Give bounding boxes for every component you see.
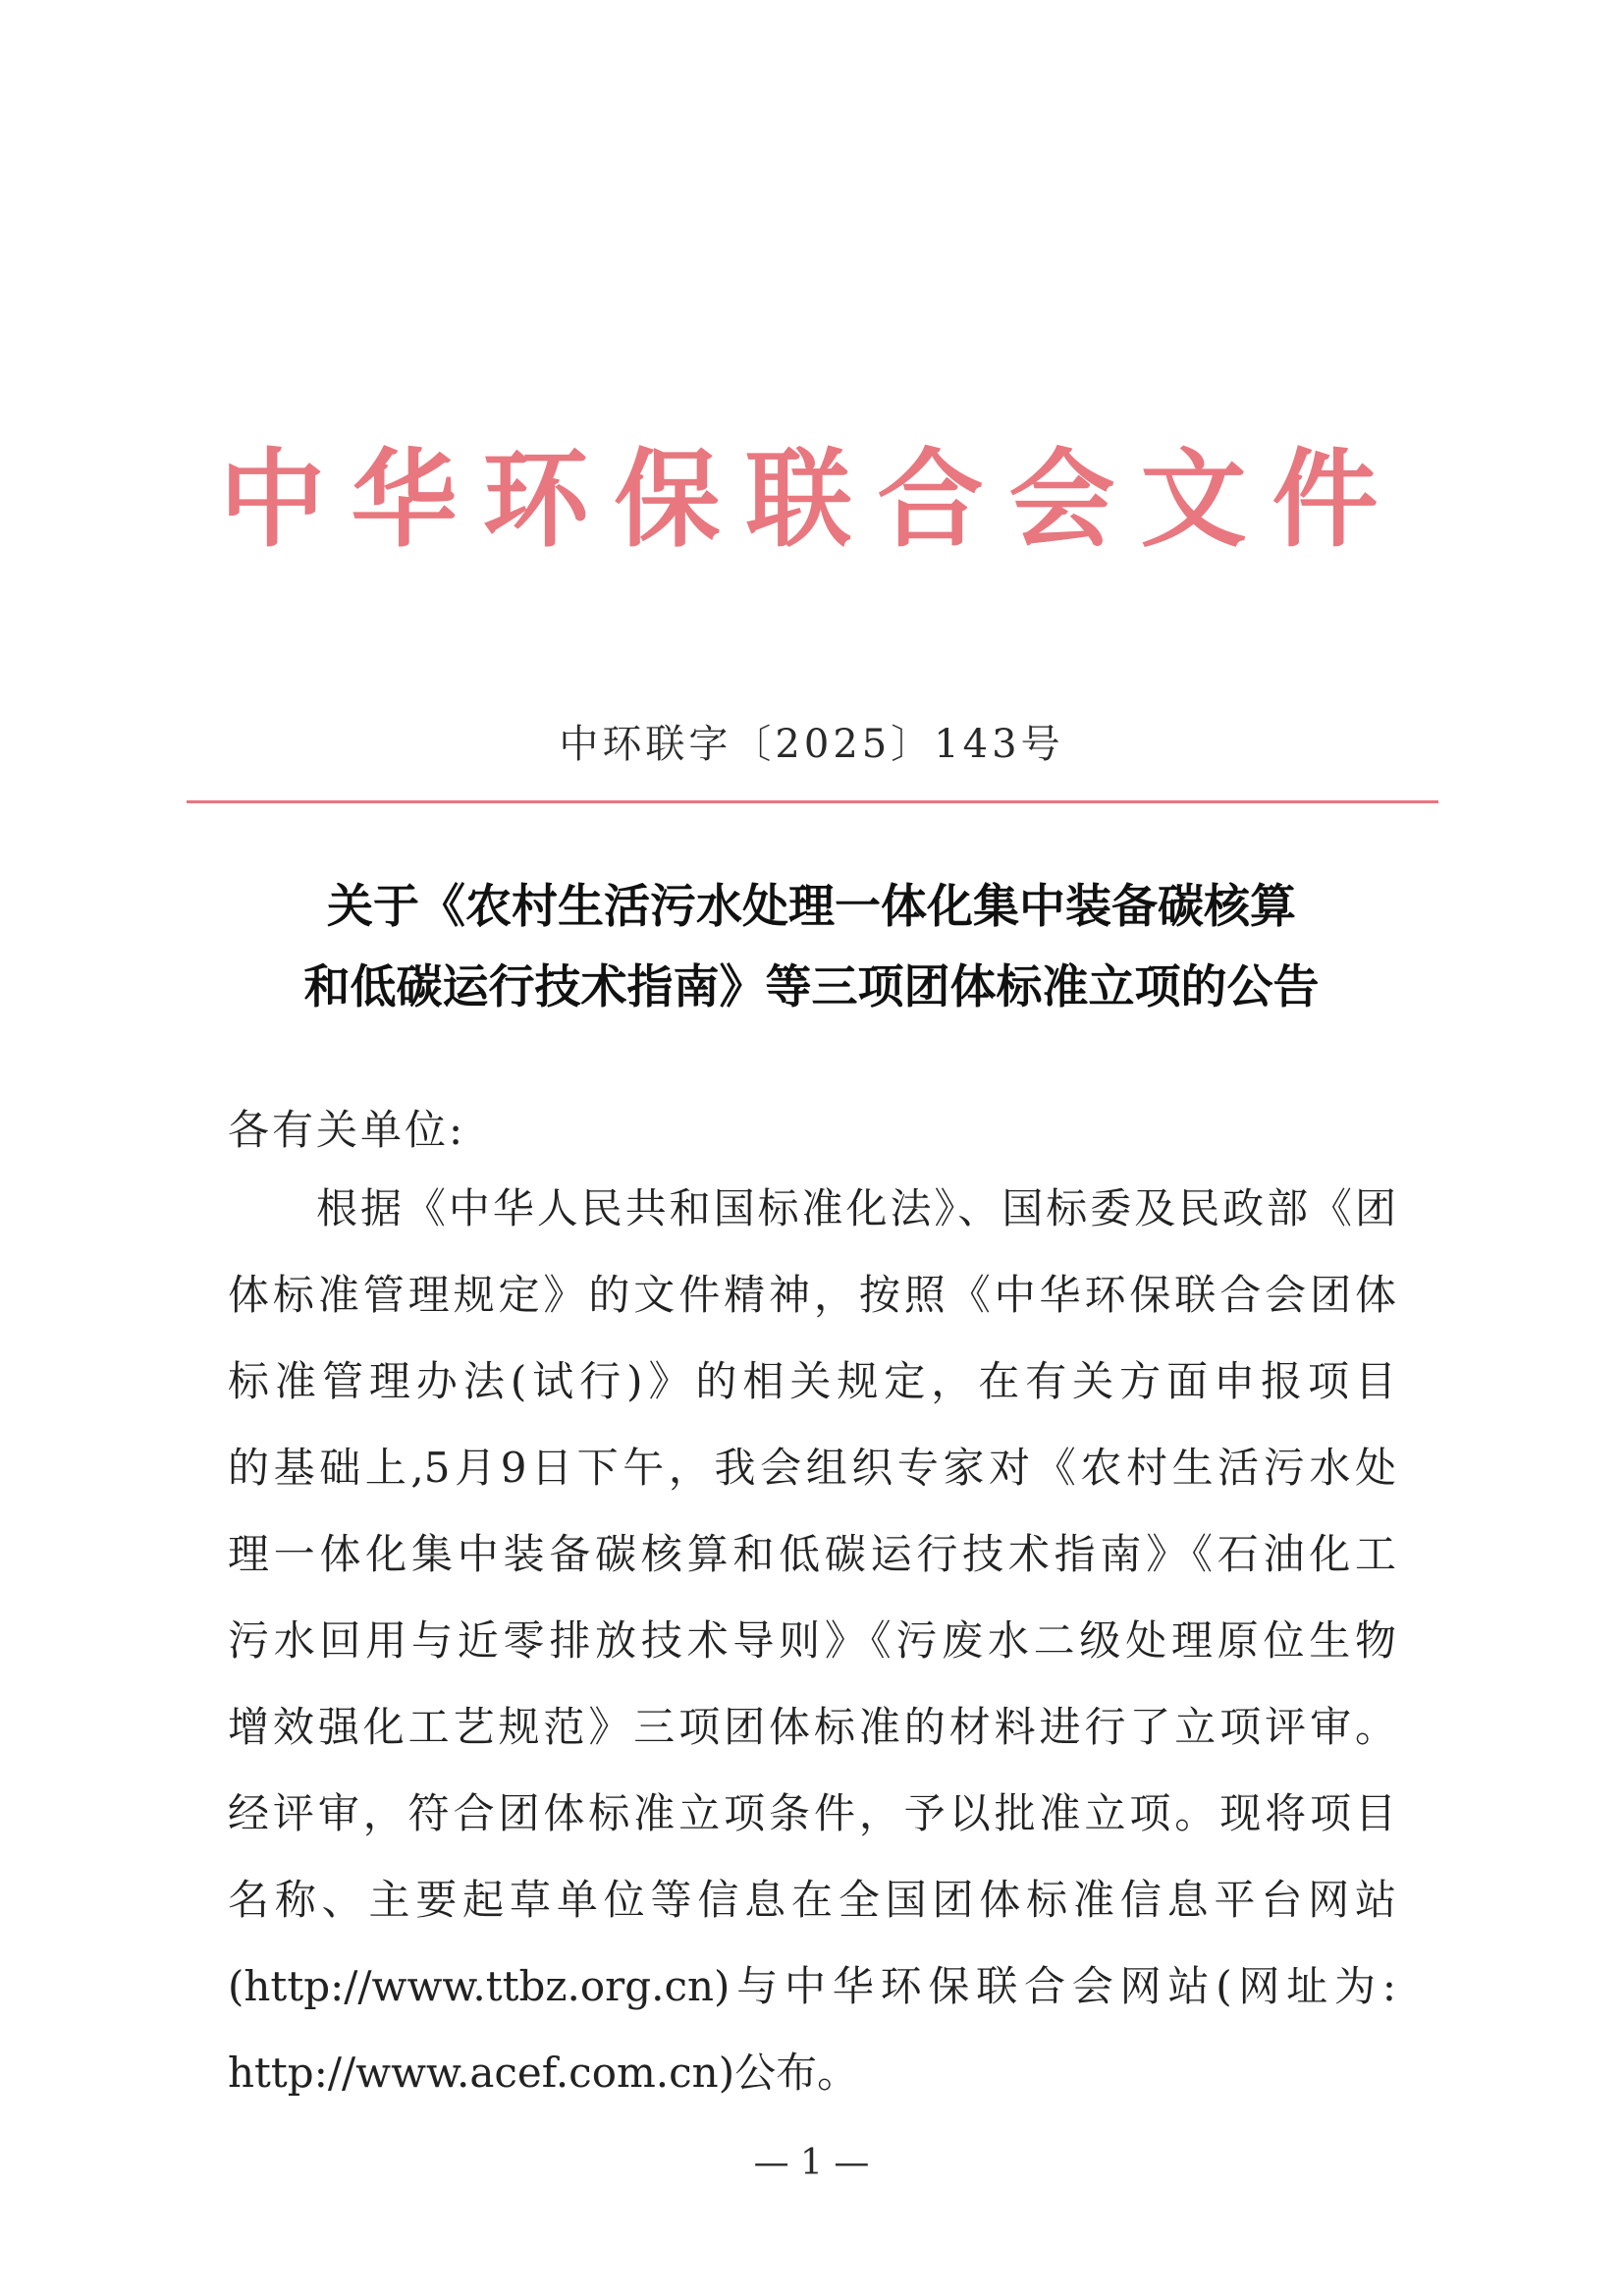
body-paragraph-line: 经评审，符合团体标准立项条件，予以批准立项。现将项目 — [228, 1789, 1396, 1837]
red-divider-line — [187, 800, 1438, 803]
masthead-title: 中华环保联合会文件 — [219, 438, 1404, 562]
body-paragraph-line: 根据《中华人民共和国标准化法》、国标委及民政部《团 — [316, 1184, 1396, 1232]
body-paragraph-line: 增效强化工艺规范》三项团体标准的材料进行了立项评审。 — [228, 1703, 1396, 1751]
body-paragraph-line: 体标准管理规定》的文件精神，按照《中华环保联合会团体 — [228, 1271, 1396, 1319]
salutation: 各有关单位: — [228, 1106, 466, 1154]
body-paragraph-line: 名称、主要起草单位等信息在全国团体标准信息平台网站 — [228, 1876, 1396, 1924]
body-paragraph-line-last: http://www.acef.com.cn)公布。 — [228, 2049, 859, 2097]
notice-title-line-2: 和低碳运行技术指南》等三项团体标准立项的公告 — [303, 960, 1320, 1014]
notice-title-line-1: 关于《农村生活污水处理一体化集中装备碳核算 — [327, 880, 1296, 934]
body-paragraph-line: 标准管理办法(试行)》的相关规定，在有关方面申报项目 — [228, 1357, 1396, 1405]
body-paragraph-line: (http://www.ttbz.org.cn)与中华环保联合会网站(网址为: — [228, 1962, 1396, 2010]
body-paragraph-line: 的基础上,5月9日下午，我会组织专家对《农村生活污水处 — [228, 1444, 1396, 1492]
body-paragraph-line: 理一体化集中装备碳核算和低碳运行技术指南》《石油化工 — [228, 1530, 1396, 1578]
body-paragraph-line: 污水回用与近零排放技术导则》《污废水二级处理原位生物 — [228, 1616, 1396, 1665]
document-number: 中环联字〔2025〕143号 — [559, 722, 1064, 767]
page-number: — 1 — — [753, 2143, 870, 2183]
